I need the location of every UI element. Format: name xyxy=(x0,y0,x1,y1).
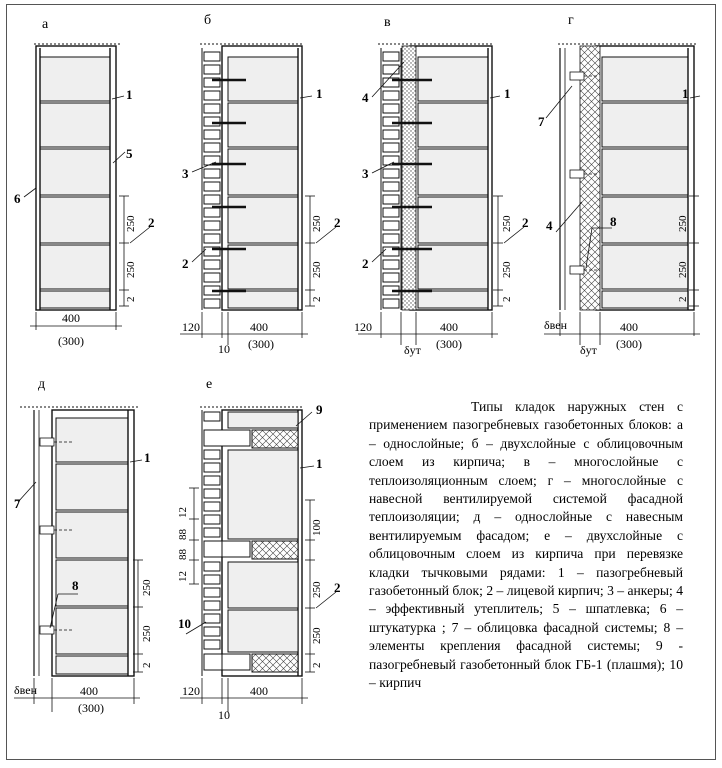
callout-a-6: 6 xyxy=(14,191,21,206)
callout-v-2: 2 xyxy=(362,256,369,271)
dim-d-250-2: 250 xyxy=(141,625,153,642)
dim-e-100: 100 xyxy=(311,519,323,536)
dim-e-88-1: 88 xyxy=(177,529,189,540)
callout-g-4: 4 xyxy=(546,218,553,233)
dim-a-250-2: 250 xyxy=(125,261,137,278)
callout-e-9: 9 xyxy=(316,402,323,417)
dim-v-delta-ut: δут xyxy=(404,343,421,357)
callout-b-2r: 2 xyxy=(334,215,341,230)
callout-b-3: 3 xyxy=(182,166,189,181)
dim-g-250-1: 250 xyxy=(677,215,689,232)
dim-e-400: 400 xyxy=(250,684,268,698)
callout-e-2: 2 xyxy=(334,580,341,595)
dim-g-250-2: 250 xyxy=(677,261,689,278)
dim-b-300: (300) xyxy=(248,337,274,351)
dim-g-delta-ven: δвен xyxy=(544,318,567,332)
panel-label-v: в xyxy=(384,15,391,30)
panel-v xyxy=(358,44,524,345)
callout-d-1: 1 xyxy=(144,450,151,465)
dim-d-400: 400 xyxy=(80,684,98,698)
caption-text: Типы кладок наружных стен с применением пазогребневых газобетонных блоков: а – однослойные; б – двухслойные с облицовочным слоем из кирпича; в – многослойные с теплоизоляционным слоем; г – многослойные с навесной вентилируемой системой фасадной теплоизоляции; д – однослойные с навесным вентилируемым фасадом; е – двухслойные с облицовочным слоем из кирпича при перевязке кладки тычковыми рядами: 1 – пазогребневый газобетонный блок; 2 – лицевой кирпич; 3 – анкеры; 4 – эффективный утеплитель; 5 – шпатлевка; 6 – штукатурка ; 7 – облицовка фасадной системы; 8 – элементы крепления фасадной системы; 9 - пазогребневый газобетонный блок ГБ-1 (плашмя); 10 – кирпич xyxy=(369,399,684,691)
dim-b-400: 400 xyxy=(250,320,268,334)
panel-label-g: г xyxy=(568,13,574,28)
dim-g-2: 2 xyxy=(677,296,689,302)
dim-g-300: (300) xyxy=(616,337,642,351)
dim-e-88-2: 88 xyxy=(177,549,189,560)
callout-d-7: 7 xyxy=(14,496,21,511)
dim-e-12-2: 12 xyxy=(177,571,189,582)
dim-e-2: 2 xyxy=(311,662,323,668)
panel-label-e: е xyxy=(206,377,213,392)
callout-v-2r: 2 xyxy=(522,215,529,230)
dim-d-300: (300) xyxy=(78,701,104,715)
dim-b-250-2: 250 xyxy=(311,261,323,278)
panel-label-b: б xyxy=(204,13,212,28)
callout-e-10: 10 xyxy=(178,616,191,631)
figure-caption xyxy=(369,398,683,693)
callout-g-7: 7 xyxy=(538,114,545,129)
callout-a-1: 1 xyxy=(126,87,133,102)
dim-b-2: 2 xyxy=(311,296,323,302)
callout-g-8: 8 xyxy=(610,214,617,229)
dim-e-12-1: 12 xyxy=(177,507,189,518)
callout-a-2: 2 xyxy=(148,215,155,230)
callout-e-1: 1 xyxy=(316,456,323,471)
dim-e-10: 10 xyxy=(218,708,230,722)
callout-a-5: 5 xyxy=(126,146,133,161)
panel-label-d: д xyxy=(38,377,46,392)
dim-v-250-2: 250 xyxy=(501,261,513,278)
dim-v-2: 2 xyxy=(501,296,513,302)
callout-b-2: 2 xyxy=(182,256,189,271)
dim-v-300: (300) xyxy=(436,337,462,351)
dim-g-400: 400 xyxy=(620,320,638,334)
dim-e-120: 120 xyxy=(182,684,200,698)
dim-d-delta-ven: δвен xyxy=(14,683,37,697)
dim-b-10: 10 xyxy=(218,342,230,356)
callout-d-8: 8 xyxy=(72,578,79,593)
dim-v-120: 120 xyxy=(354,320,372,334)
callout-b-1: 1 xyxy=(316,86,323,101)
callout-v-4: 4 xyxy=(362,90,369,105)
dim-v-250-1: 250 xyxy=(501,215,513,232)
dim-v-400: 400 xyxy=(440,320,458,334)
dim-a-2: 2 xyxy=(125,296,137,302)
dim-e-250-2: 250 xyxy=(311,627,323,644)
dim-d-2: 2 xyxy=(141,662,153,668)
dim-a-300: (300) xyxy=(58,334,84,348)
panel-label-a: а xyxy=(42,17,49,32)
callout-v-1: 1 xyxy=(504,86,511,101)
dim-a-400: 400 xyxy=(62,311,80,325)
dim-a-250-1: 250 xyxy=(125,215,137,232)
dim-d-250-1: 250 xyxy=(141,579,153,596)
dim-b-120: 120 xyxy=(182,320,200,334)
panel-d xyxy=(14,407,143,712)
dim-e-250-1: 250 xyxy=(311,581,323,598)
callout-v-3: 3 xyxy=(362,166,369,181)
dim-g-delta-ut: δут xyxy=(580,343,597,357)
callout-g-1: 1 xyxy=(682,86,689,101)
dim-b-250-1: 250 xyxy=(311,215,323,232)
